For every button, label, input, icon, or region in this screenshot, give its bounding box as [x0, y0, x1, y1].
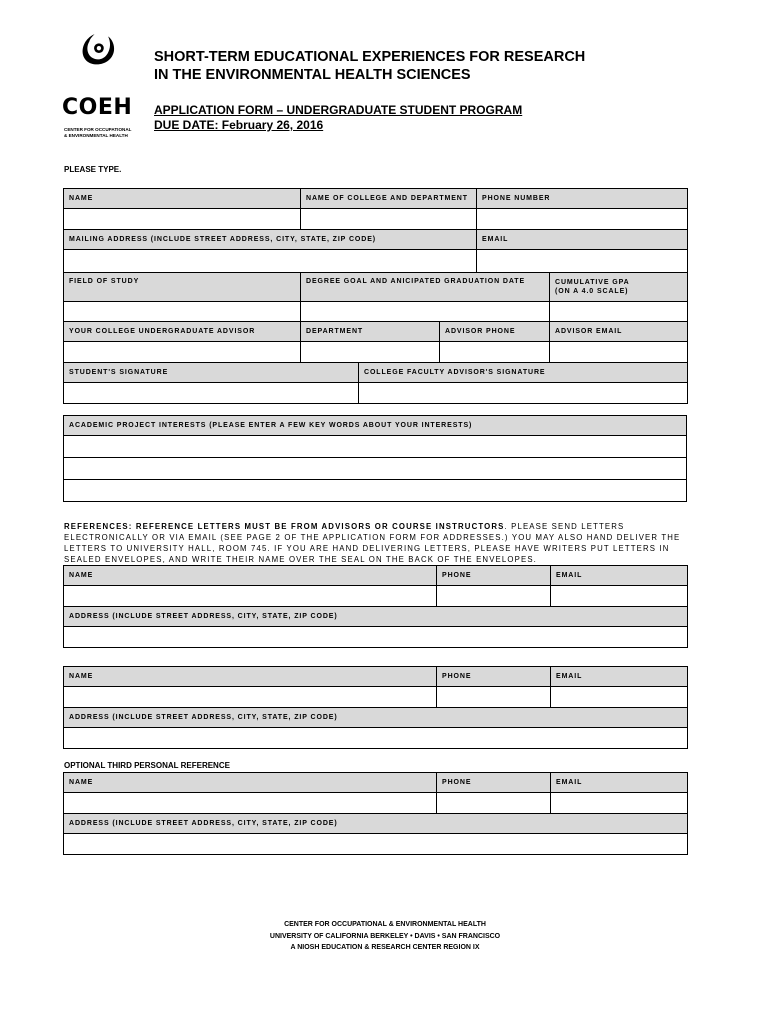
email-field[interactable]: [477, 250, 688, 273]
ref3-name-field[interactable]: [64, 793, 437, 814]
department-label: DEPARTMENT: [301, 322, 440, 342]
ref3-name-label: NAME: [64, 773, 437, 793]
advisor-phone-label: ADVISOR PHONE: [440, 322, 550, 342]
ref1-name-field[interactable]: [64, 586, 437, 607]
student-info-table: [63, 188, 688, 363]
document-subtitle: APPLICATION FORM – UNDERGRADUATE STUDENT PROGRAM DUE DATE: February 26, 2016: [154, 103, 523, 132]
ref3-phone-label: PHONE: [437, 773, 551, 793]
document-title: SHORT-TERM EDUCATIONAL EXPERIENCES FOR RESEARCH IN THE ENVIRONMENTAL HEALTH SCIENCES: [154, 49, 586, 83]
advisor-email-field[interactable]: [550, 342, 688, 363]
advisor-phone-field[interactable]: [440, 342, 550, 363]
field-of-study-label: FIELD OF STUDY: [64, 273, 301, 302]
ref3-email-field[interactable]: [551, 793, 688, 814]
student-signature-label: STUDENT'S SIGNATURE: [64, 363, 359, 383]
department-field[interactable]: [301, 342, 440, 363]
footer: CENTER FOR OCCUPATIONAL & ENVIRONMENTAL HEALTH UNIVERSITY OF CALIFORNIA BERKELEY • DAVIS • SAN FRANCISCO A NIOSH EDUCATION & RESEARCH CENTER REGION IX: [269, 921, 501, 951]
logo-wordmark: COEH: [62, 95, 133, 120]
ref2-phone-label: PHONE: [437, 667, 551, 687]
faculty-signature-label: COLLEGE FACULTY ADVISOR'S SIGNATURE: [359, 363, 688, 383]
student-signature-field[interactable]: [64, 383, 359, 404]
interests-field-2[interactable]: [64, 458, 687, 480]
gpa-field[interactable]: [550, 302, 688, 322]
ref3-address-field[interactable]: [64, 834, 688, 855]
ref1-name-label: NAME: [64, 566, 437, 586]
ref1-email-label: EMAIL: [551, 566, 688, 586]
ref2-email-field[interactable]: [551, 687, 688, 708]
interests-table: [63, 415, 687, 502]
ref2-address-label: ADDRESS (INCLUDE STREET ADDRESS, CITY, STATE, ZIP CODE): [64, 708, 688, 728]
advisor-field[interactable]: [64, 342, 301, 363]
references-instructions: REFERENCES: REFERENCE LETTERS MUST BE FROM ADVISORS OR COURSE INSTRUCTORS. PLEASE SEND LETTERS ELECTRONICALLY OR VIA EMAIL (SEE PAGE 2 OF THE APPLICATION FORM FOR ADDRESSES.) YOU MAY ALSO HAND DELIVER THE LETTERS TO UNIVERSITY HALL, ROOM 745. IF YOU ARE HAND DELIVERING LETTERS, PLEASE HAVE WRITERS PUT LETTERS IN SEALED ENVELOPES, AND WRITE THEIR NAME OVER THE SEAL ON THE BACK OF THE ENVELOPES.: [64, 522, 681, 564]
faculty-signature-field[interactable]: [359, 383, 688, 404]
ref2-phone-field[interactable]: [437, 687, 551, 708]
ref2-address-field[interactable]: [64, 728, 688, 749]
ref1-phone-label: PHONE: [437, 566, 551, 586]
degree-goal-field[interactable]: [301, 302, 550, 322]
phone-number-field[interactable]: [477, 209, 688, 230]
logo-subtitle: CENTER FOR OCCUPATIONAL & ENVIRONMENTAL HEALTH: [64, 127, 132, 138]
phone-number-label: PHONE NUMBER: [477, 189, 688, 209]
ref3-address-label: ADDRESS (INCLUDE STREET ADDRESS, CITY, STATE, ZIP CODE): [64, 814, 688, 834]
ref3-email-label: EMAIL: [551, 773, 688, 793]
email-label: EMAIL: [477, 230, 688, 250]
college-department-label: NAME OF COLLEGE AND DEPARTMENT: [301, 189, 477, 209]
interests-label: ACADEMIC PROJECT INTERESTS (PLEASE ENTER A FEW KEY WORDS ABOUT YOUR INTERESTS): [64, 416, 687, 436]
advisor-email-label: ADVISOR EMAIL: [550, 322, 688, 342]
optional-reference-heading: OPTIONAL THIRD PERSONAL REFERENCE: [64, 761, 230, 770]
ref2-name-field[interactable]: [64, 687, 437, 708]
reference-2-table: [63, 666, 688, 749]
degree-goal-label: DEGREE GOAL AND ANICIPATED GRADUATION DATE: [301, 273, 550, 302]
mailing-address-field[interactable]: [64, 250, 477, 273]
please-type-note: PLEASE TYPE.: [64, 165, 122, 174]
reference-1-table: [63, 565, 688, 648]
coeh-logo-mark: [60, 32, 140, 94]
college-department-field[interactable]: [301, 209, 477, 230]
advisor-label: YOUR COLLEGE UNDERGRADUATE ADVISOR: [64, 322, 301, 342]
interests-field-1[interactable]: [64, 436, 687, 458]
ref1-address-field[interactable]: [64, 627, 688, 648]
ref2-email-label: EMAIL: [551, 667, 688, 687]
ref1-phone-field[interactable]: [437, 586, 551, 607]
reference-3-table: [63, 772, 688, 855]
field-of-study-field[interactable]: [64, 302, 301, 322]
name-field[interactable]: [64, 209, 301, 230]
mailing-address-label: MAILING ADDRESS (INCLUDE STREET ADDRESS, CITY, STATE, ZIP CODE): [64, 230, 477, 250]
ref1-email-field[interactable]: [551, 586, 688, 607]
name-label: NAME: [64, 189, 301, 209]
signature-table: [63, 362, 688, 404]
interests-field-3[interactable]: [64, 480, 687, 502]
gpa-label: CUMULATIVE GPA (ON A 4.0 SCALE): [550, 273, 688, 302]
ref1-address-label: ADDRESS (INCLUDE STREET ADDRESS, CITY, STATE, ZIP CODE): [64, 607, 688, 627]
ref3-phone-field[interactable]: [437, 793, 551, 814]
ref2-name-label: NAME: [64, 667, 437, 687]
